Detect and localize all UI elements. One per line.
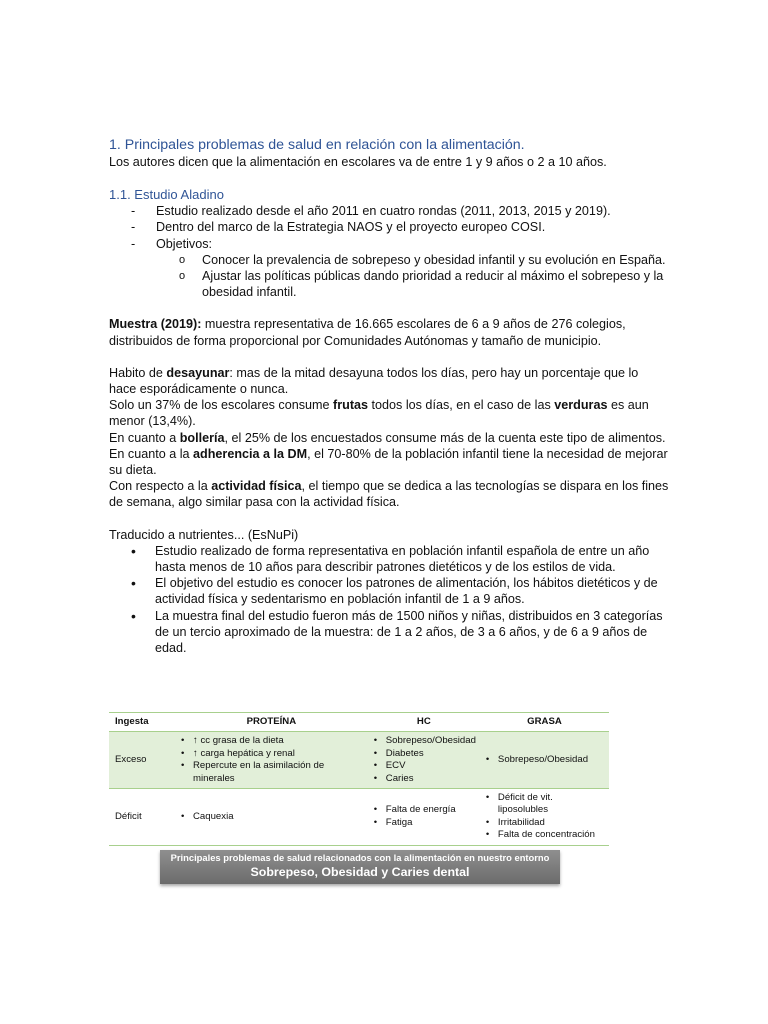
dm-paragraph: En cuanto a la adherencia a la DM, el 70-80% de la población infantil tiene la necesidad de mejorar su dieta. [109, 446, 668, 478]
table-cell [175, 732, 368, 789]
table-header: GRASA [480, 713, 609, 732]
nutrient-table [109, 712, 609, 846]
muestra-paragraph: Muestra (2019): muestra representativa de 16.665 escolares de 6 a 9 años de 276 colegios, distribuidos de forma proporcional por Comunidades Autónomas y tamaño de municipio. [109, 317, 626, 348]
summary-banner [160, 850, 560, 884]
list-item: • Repercute en la asimilación de minerales [181, 760, 325, 784]
esnupi-list [109, 543, 669, 656]
frutas-paragraph: Solo un 37% de los escolares consume frutas todos los días, en el caso de las verduras es aun menor (13,4%). [109, 398, 649, 429]
table-header-row [109, 713, 609, 732]
table-row [109, 789, 609, 846]
table-cell [480, 789, 609, 846]
row-label: Exceso [109, 732, 175, 789]
subsection-heading: 1.1. Estudio Aladino [109, 187, 224, 203]
objetivos-list [109, 252, 669, 301]
list-item: • Déficit de vit. liposolubles [485, 792, 553, 816]
table-header: PROTEÍNA [175, 713, 368, 732]
bolleria-paragraph: En cuanto a bollería, el 25% de los encuestados consume más de la cuenta este tipo de alimentos. [109, 430, 666, 445]
list-item: • Falta de energía [373, 804, 456, 816]
table-cell [368, 789, 480, 846]
table-row [109, 732, 609, 789]
section-heading: 1. Principales problemas de salud en relación con la alimentación. [109, 137, 525, 153]
list-item: • El objetivo del estudio es conocer los patrones de alimentación, los hábitos dietéticos y de actividad física y sedentarismo en población infantil de 1 a 9 años. [131, 575, 658, 607]
list-item: • ↑ cc grasa de la dieta [181, 735, 284, 747]
list-item: • Sobrepeso/Obesidad [373, 735, 476, 747]
banner-caption: Principales problemas de salud relacionados con la alimentación en nuestro entorno [170, 852, 550, 863]
list-item: • La muestra final del estudio fueron más de 1500 niños y niñas, distribuidos en 3 categorías de un tercio aproximado de la muestra: de 1 a 2 años, de 3 a 6 años, y de 6 a 9 años de edad. [131, 607, 663, 656]
list-item: o Conocer la prevalencia de sobrepeso y obesidad infantil y su evolución en España. [179, 252, 666, 267]
list-item: - Objetivos: [131, 236, 212, 251]
actividad-paragraph: Con respecto a la actividad física, el tiempo que se dedica a las tecnologías se dispara en los fines de semana, algo similar pasa con la actividad física. [109, 479, 669, 510]
list-item: • Sobrepeso/Obesidad [485, 754, 589, 766]
row-label: Déficit [109, 789, 175, 846]
table-header: Ingesta [109, 713, 175, 732]
list-item: - Dentro del marco de la Estrategia NAOS y el proyecto europeo COSI. [131, 220, 546, 235]
esnupi-title: Traducido a nutrientes... (EsNuPi) [109, 527, 299, 542]
list-item: • Irritabilidad [485, 816, 545, 828]
list-item: • Diabetes [373, 747, 424, 759]
list-item: • Caries [373, 772, 414, 784]
list-item: • Fatiga [373, 816, 413, 828]
table-cell [175, 789, 368, 846]
list-item: o Ajustar las políticas públicas dando prioridad a reducir al máximo el sobrepeso y la obesidad infantil. [179, 269, 664, 300]
banner-title: Sobrepeso, Obesidad y Caries dental [250, 865, 470, 879]
aladino-list [109, 203, 669, 252]
table-cell [368, 732, 480, 789]
desayuno-paragraph: Habito de desayunar: mas de la mitad desayuna todos los días, pero hay un porcentaje que lo hace esporádicamente o nunca. [109, 365, 639, 397]
document-body [109, 136, 669, 656]
list-item: • Caquexia [181, 810, 234, 822]
list-item: • Estudio realizado de forma representativa en población infantil española de entre un año hasta menos de 10 años para describir patrones dietéticos y de los estilos de vida. [131, 542, 650, 575]
table-header: HC [368, 713, 480, 732]
list-item: • Falta de concentración [485, 829, 595, 841]
table-cell [480, 732, 609, 789]
list-item: • ECV [373, 760, 406, 772]
list-item: - Estudio realizado desde el año 2011 en cuatro rondas (2011, 2013, 2015 y 2019). [131, 204, 611, 219]
intro-paragraph: Los autores dicen que la alimentación en escolares va de entre 1 y 9 años o 2 a 10 años. [109, 155, 607, 169]
list-item: • ↑ carga hepática y renal [181, 747, 295, 759]
